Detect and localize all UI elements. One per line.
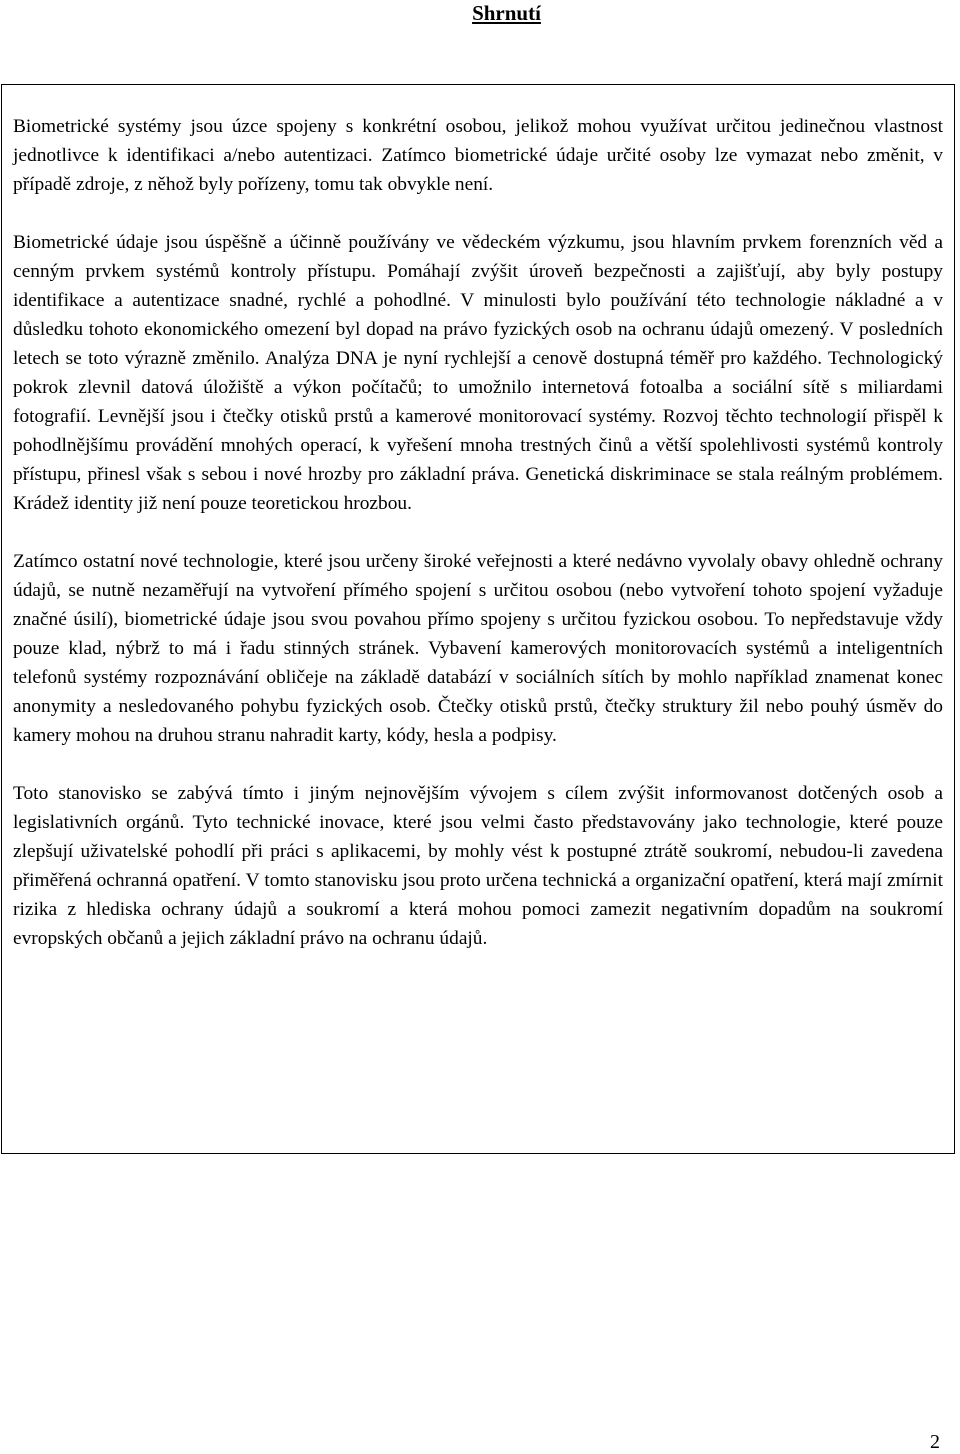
summary-paragraph-4: Toto stanovisko se zabývá tímto i jiným nejnovějším vývojem s cílem zvýšit informovanost dotčených osob a legislativních orgánů. Tyto technické inovace, které jsou velmi často představovány jako technologie, které pouze zlepšují uživatelské pohodlí při práci s aplikacemi, by mohly vést k postupné ztrátě soukromí, nebudou-li zavedena přiměřená ochranná opatření. V tomto stanovisku jsou proto určena technická a organizační opatření, která mají zmírnit rizika z hlediska ochrany údajů a soukromí a která mohou pomoci zamezit negativním dopadům na soukromí evropských občanů a jejich základní právo na ochranu údajů. bbox=[13, 783, 943, 949]
page-number: 2 bbox=[930, 1431, 940, 1453]
summary-box bbox=[1, 84, 955, 1154]
summary-paragraph-1: Biometrické systémy jsou úzce spojeny s konkrétní osobou, jelikož mohou využívat určitou jedinečnou vlastnost jednotlivce k identifikaci a/nebo autentizaci. Zatímco biometrické údaje určité osoby lze vymazat nebo změnit, v případě zdroje, z něhož byly pořízeny, tomu tak obvykle není. bbox=[13, 116, 943, 195]
summary-paragraph-3: Zatímco ostatní nové technologie, které jsou určeny široké veřejnosti a které nedávno vyvolaly obavy ohledně ochrany údajů, se nutně nezaměřují na vytvoření přímého spojení s určitou osobou (nebo vytvoření tohoto spojení vyžaduje značné úsilí), biometrické údaje jsou svou povahou přímo spojeny s určitou fyzickou osobou. To nepředstavuje vždy pouze klad, nýbrž to má i řadu stinných stránek. Vybavení kamerových monitorovacích systémů a inteligentních telefonů systémy rozpoznávání obličeje na základě databází v sociálních sítích by mohlo například znamenat konec anonymity a nesledovaného pohybu fyzických osob. Čtečky otisků prstů, čtečky struktury žil nebo pouhý úsměv do kamery mohou na druhou stranu nahradit karty, kódy, hesla a podpisy. bbox=[13, 551, 943, 746]
page-title: Shrnutí bbox=[472, 1, 541, 25]
summary-paragraph-2: Biometrické údaje jsou úspěšně a účinně používány ve vědeckém výzkumu, jsou hlavním prvkem forenzních věd a cenným prvkem systémů kontroly přístupu. Pomáhají zvýšit úroveň bezpečnosti a zajišťují, aby byly postupy identifikace a autentizace snadné, rychlé a pohodlné. V minulosti bylo používání této technologie nákladné a v důsledku tohoto ekonomického omezení byl dopad na právo fyzických osob na ochranu údajů omezený. V posledních letech se toto výrazně změnilo. Analýza DNA je nyní rychlejší a cenově dostupná téměř pro každého. Technologický pokrok zlevnil datová úložiště a výkon počítačů; to umožnilo internetová fotoalba a sociální sítě s miliardami fotografií. Levnější jsou i čtečky otisků prstů a kamerové monitorovací systémy. Rozvoj těchto technologií přispěl k pohodlnějšímu provádění mnohých operací, k vyřešení mnoha trestných činů a větší spolehlivosti systémů kontroly přístupu, přinesl však s sebou i nové hrozby pro základní práva. Genetická diskriminace se stala reálným problémem. Krádež identity již není pouze teoretickou hrozbou. bbox=[13, 232, 943, 514]
